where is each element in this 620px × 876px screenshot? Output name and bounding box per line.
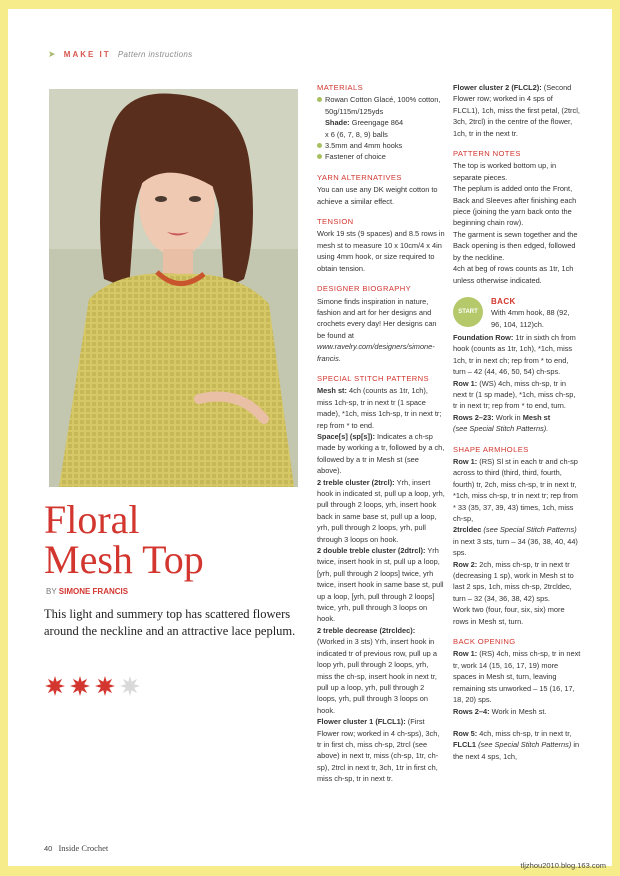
opening-row-5-text: 4ch, miss ch-sp, tr in next tr, [479, 728, 572, 738]
flcl1-label: Flower cluster 1 (FLCL1): [317, 717, 406, 727]
foundation-text: 1tr in sixth ch from hook (counts as 1tr, 1ch), *1ch, miss 1ch, tr in next ch; rep from * to end, turn – 42 (44, 46, 50, 54) ch-sps. [453, 332, 576, 377]
flcl2-text: (Second Flower row; worked in 4 sps of FLCL1), 1ch, miss the first petal, (2trcl, 3ch, 2trcl) in the centre of the flower, 1ch, tr in the next tr. [453, 83, 580, 138]
back-row-1-text: (WS) 4ch, miss ch-sp, tr in next tr (1 sp made), *1ch, miss ch-sp, tr in next tr; rep from * to end, turn. [453, 378, 576, 411]
material-yarn-text: Rowan Cotton Glacé, 100% cotton, 50g/115m/125yds [325, 95, 441, 116]
shade-label: Shade: [325, 118, 350, 128]
mesh-st-def [317, 385, 445, 431]
notes-3: The garment is sewn together and the Back opening is then edged, followed by the neckline. [453, 229, 578, 262]
yarn-alternatives-text: You can use any DK weight cotton to achieve a similar effect. [317, 185, 438, 206]
notes-4: 4ch at beg of rows counts as 1tr, 1ch unless otherwise indicated. [453, 264, 574, 285]
top-border [0, 0, 620, 9]
flcl1-def [317, 716, 445, 784]
mesh-st-label: Mesh st: [317, 386, 347, 396]
material-qty: x 6 (6, 7, 8, 9) balls [325, 129, 388, 139]
back-row-1 [453, 378, 581, 412]
opening-rows-2-4-text: Work in Mesh st. [491, 706, 547, 716]
section-sublabel: Pattern instructions [117, 50, 193, 59]
left-border [0, 0, 8, 876]
open5-fl: FLCL1 [453, 740, 476, 750]
open5-end: in the next 4 sps, 1ch, [453, 740, 580, 761]
arrow-icon: ➤ [48, 49, 57, 59]
rating-stars [44, 675, 144, 697]
armhole-row-2-label: Row 2: [453, 559, 478, 569]
difficulty-rating [44, 675, 144, 697]
flcl2-label: Flower cluster 2 (FLCL2): [453, 83, 542, 92]
intro-text: This light and summery top has scattered flowers around the neckline and an attractive lace peplum. [44, 607, 296, 638]
flcl1-text: (First Flower row; worked in 4 ch-sps), 3ch, tr in first ch, miss ch-sp, 2trcl (see above) in next tr, miss (ch-sp, 1tr, ch-sp), 2trcl in next tr, 3ch, 1tr in first ch, miss ch-sp, tr in next tr. [317, 717, 440, 784]
title-line-1: Floral [44, 497, 140, 542]
publication-name: Inside Crochet [58, 843, 109, 853]
trcldec-def [317, 625, 445, 716]
page-number: 40 [44, 844, 53, 853]
back-opening-heading: BACK OPENING [453, 637, 516, 647]
back-rows-2-23 [453, 412, 581, 435]
rating-star-empty [120, 676, 140, 696]
rating-star-filled [45, 676, 65, 696]
byline [46, 587, 128, 596]
rating-star-filled [95, 676, 115, 696]
back-section [453, 296, 581, 332]
arm1-dec-note: (see Special Stitch Patterns) [483, 525, 577, 535]
flcl2-def [453, 82, 581, 139]
start-badge: START [453, 297, 483, 327]
armhole-row-1-text: (RS) Sl st in each tr and ch-sp across to third (third, third, fourth, fourth) tr, 2ch, miss ch-sp, tr in next tr, *1ch, miss ch-sp, tr in next tr; rep from * 33 (35, 37, 39, 43) times, 1ch, miss ch-sp, [453, 456, 578, 523]
opening-row-5-label: Row 5: [453, 728, 478, 738]
arm1-end: in next 3 sts, turn – 34 (36, 38, 40, 44) sps. [453, 536, 578, 558]
byline-prefix: BY [46, 587, 57, 596]
trcl-def [317, 477, 445, 545]
back-heading: BACK [491, 296, 516, 306]
opening-rows-2-4-label: Rows 2–4: [453, 706, 490, 716]
rows223-c: (see Special Stitch Patterns). [453, 424, 549, 434]
column-2 [453, 82, 581, 762]
open5-note: (see Special Stitch Patterns) [478, 740, 572, 750]
armholes-heading: SHAPE ARMHOLES [453, 444, 529, 454]
model-photo [49, 89, 298, 487]
rating-star-filled [70, 676, 90, 696]
material-fastener: Fastener of choice [317, 151, 445, 162]
notes-1: The top is worked bottom up, in separate pieces. [453, 161, 557, 182]
trcldec-label: 2 treble decrease (2trcldec): [317, 625, 416, 635]
column-1 [317, 82, 445, 785]
armhole-row-1-label: Row 1: [453, 456, 478, 466]
dtrcl-text: Yrh twice, insert hook in st, pull up a loop, [yrh, pull through 2 loops] twice, yrh twice, insert hook in same base st, pull up a loop, [yrh, pull through 2 loops] twice, yrh, pull through 3 loops on hook. [317, 546, 444, 624]
armhole-row-2-text: 2ch, miss ch-sp, tr in next tr (decreasing 1 sp), work in Mesh st to last 2 sps, 1ch, miss ch-sp, 2trcldec, turn – 32 (34, 36, 38, 42) sps. [453, 559, 574, 603]
bio-heading: DESIGNER BIOGRAPHY [317, 284, 412, 294]
bio-link[interactable]: www.ravelry.com/designers/simone-francis. [317, 342, 435, 363]
notes-2: The peplum is added onto the Front, Back and Sleeves after finishing each piece (joining the yarn back onto the beginning chain row). [453, 184, 577, 228]
armhole-row-2 [453, 559, 581, 605]
arm1-dec: 2trcldec [453, 525, 482, 535]
watermark: tljzhou2010.blog.163.com [520, 861, 606, 870]
opening-row-1-text: (RS) 4ch, miss ch-sp, tr in next tr, work 14 (15, 16, 17, 19) more spaces in Mesh st, turn, leaving remaining sts unworked – 15 (16, 17, 18, 20) sps. [453, 649, 581, 705]
opening-row-5 [453, 728, 581, 762]
shade-value: Greengage 864 [351, 118, 404, 128]
back-intro: With 4mm hook, 88 (92, 96, 104, 112)ch. [491, 308, 570, 329]
designer-name: SIMONE FRANCIS [58, 587, 129, 596]
foundation-label: Foundation Row: [453, 332, 514, 342]
rows223-b: Mesh st [522, 412, 551, 422]
bio-text [317, 296, 445, 364]
section-label: MAKE IT [63, 50, 111, 59]
dtrcl-def [317, 545, 445, 625]
space-text: Indicates a ch-sp made by working a tr, followed by a ch, followed by a tr in Mesh st (see above). [317, 431, 445, 476]
model-illustration [49, 89, 298, 487]
trcl-text: Yrh, insert hook in indicated st, pull up a loop, yrh, pull through 2 loops, yrh, insert hook back in same base st, pull up a loop, yrh, pull through 2 loops, yrh, pull through 3 loops on hook. [317, 477, 445, 544]
trcl-label: 2 treble cluster (2trcl): [317, 477, 395, 487]
back-row-1-label: Row 1: [453, 378, 478, 388]
tension-heading: TENSION [317, 217, 354, 227]
page-footer [44, 843, 108, 853]
pattern-notes-heading: PATTERN NOTES [453, 149, 521, 159]
dtrcl-label: 2 double treble cluster (2dtrcl): [317, 546, 426, 556]
opening-row-1-label: Row 1: [453, 649, 478, 659]
back-rows-2-23-label: Rows 2–23: [453, 412, 494, 422]
armhole-more-rows: Work two (four, four, six, six) more rows in Mesh st, turn. [453, 605, 565, 626]
opening-rows-2-4 [453, 706, 581, 717]
title-line-2: Mesh Top [44, 537, 204, 582]
trcldec-text: (Worked in 3 sts) Yrh, insert hook in indicated tr of previous row, pull up a loop yrh, pull through 2 loops, yrh, miss the ch-sp, insert hook in next tr, pull up a loop, yrh, pull through 2 loops, yrh, pull through 3 loops on hook. [317, 637, 437, 715]
bio-body: Simone finds inspiration in nature, fashion and art for her designs and crochets every day! Her designs can be found at [317, 296, 437, 340]
opening-row-1 [453, 648, 581, 705]
space-label: Space[s] (sp[s]): [317, 431, 375, 441]
tension-text: Work 19 sts (9 spaces) and 8.5 rows in mesh st to measure 10 x 10cm/4 x 4in using 4mm hook, or size required to obtain tension. [317, 229, 445, 273]
yarn-alternatives-heading: YARN ALTERNATIVES [317, 172, 402, 182]
materials-heading: MATERIALS [317, 83, 364, 92]
foundation-row [453, 332, 581, 378]
rows223-a: Work in [495, 412, 521, 422]
material-hooks: 3.5mm and 4mm hooks [317, 140, 445, 151]
page-title [44, 497, 294, 582]
material-yarn [317, 94, 445, 140]
armhole-row-1 [453, 456, 581, 559]
space-def [317, 431, 445, 477]
special-stitch-heading: SPECIAL STITCH PATTERNS [317, 373, 430, 383]
mesh-st-text: 4ch (counts as 1tr, 1ch), miss 1ch-sp, tr in next tr (1 space made), *1ch, miss 1ch-sp, tr in next tr; rep from * to end. [317, 386, 442, 430]
section-header [48, 49, 192, 60]
right-border [612, 0, 620, 876]
